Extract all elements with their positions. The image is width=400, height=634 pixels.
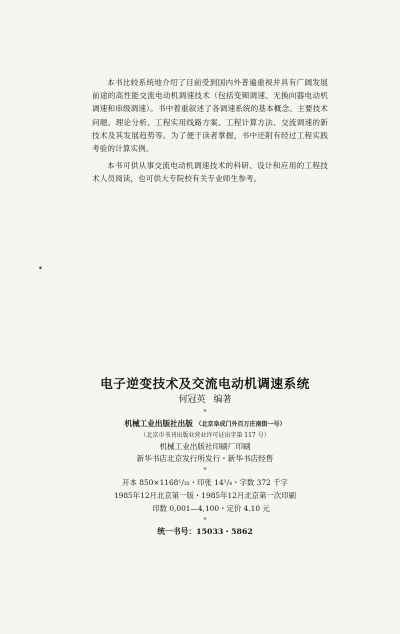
book-title: 电子逆变技术及交流电动机调速系统 — [100, 376, 310, 391]
separator-star: * — [203, 409, 207, 416]
license-line: （北京市书刊出版业营业许可证出字第 117 号） — [140, 432, 270, 439]
catalog-number: 统一书号：15033・5862 — [157, 527, 253, 536]
publisher-address: （北京阜成门外百万庄南街一号） — [195, 421, 286, 428]
distribution-line: 新华书店北京发行所发行・新华书店经售 — [136, 454, 274, 463]
publisher-name: 机械工业出版社出版 — [124, 419, 193, 428]
separator-star: * — [203, 467, 207, 474]
abstract-paragraph: 本书可供从事交流电动机调速技术的科研、设计和应用的工程技术人员阅读，也可供大专院校有关专业师生参考。 — [92, 161, 328, 184]
format-line: 开本 850×1168¹/₃₂・印张 14¹/₄・字数 372 千字 — [122, 478, 288, 487]
author-name: 何冠英 — [178, 395, 206, 405]
abstract-paragraph: 本书比较系统地介绍了目前受到国内外普遍重视并具有广阔发展前途的高性能交流电动机调速技术（包括变频调速、无换向器电动机调速和串级调速）。书中着重叙述了各调速系统的基本概念、主要技术问题、理论分析、工程实用线路方案、工程计算方法、交流调速的新技术及其发展趋势等。为了便于读者掌握，书中还附有经过工程实践考验的计算实例。 — [92, 78, 328, 154]
separator-star: * — [203, 517, 207, 524]
author-role: 编著 — [213, 395, 232, 405]
edition-line: 1985年12月北京第一版・1985年12月北京第一次印刷 — [113, 491, 297, 500]
print-run-line: 印数 0,001—4,100・定价 4.10 元 — [152, 504, 270, 513]
printer-line: 机械工业出版社印刷厂印刷 — [159, 442, 251, 451]
author-line — [60, 394, 350, 407]
book-abstract — [92, 76, 328, 190]
margin-mark: • — [38, 264, 43, 273]
publisher-line — [60, 418, 350, 430]
colophon — [60, 376, 350, 538]
